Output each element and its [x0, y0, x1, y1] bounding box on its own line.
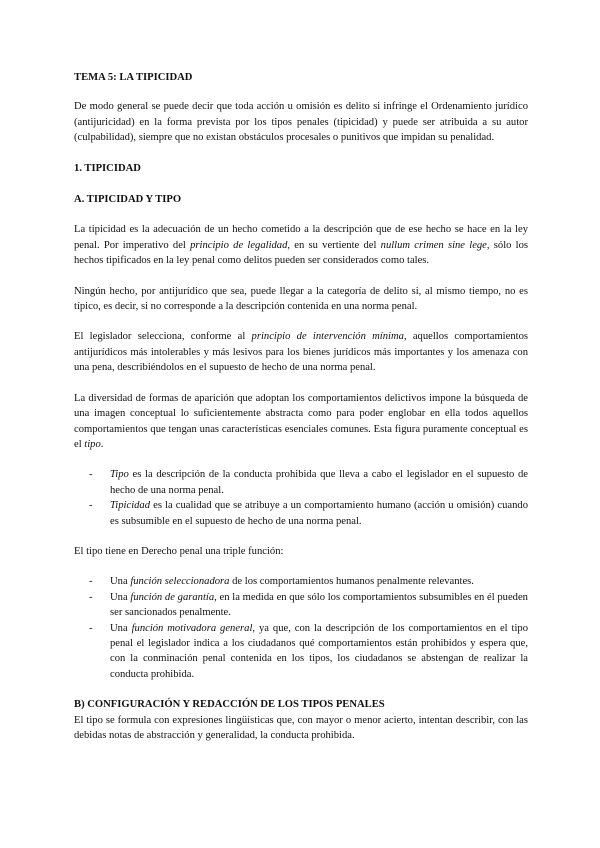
paragraph-ningun-hecho: Ningún hecho, por antijurídico que sea, puede llegar a la categoría de delito si, al mismo tiempo, no es típico, es decir, si no corresponde a la descripción contenida en una norma penal.: [74, 285, 528, 313]
emphasis-term: función motivadora general: [131, 622, 253, 634]
text-run: La diversidad de formas de aparición que adoptan los comportamientos delictivos impone la búsqueda de una imagen conceptual lo suficientemente abstracta como para poder englobar en ella todos aquellos comportamientos que tengan unas características esenciales comunes. Esta figura puramente conceptual es el: [74, 392, 528, 450]
paragraph-legislador: [74, 329, 528, 375]
emphasis-term: Tipicidad: [110, 500, 151, 512]
paragraph-triple-funcion: El tipo tiene en Derecho penal una triple función:: [74, 545, 284, 557]
intro-paragraph: De modo general se puede decir que toda acción u omisión es delito si infringe el Ordenamiento jurídico (antijuricidad) en la forma prevista por los tipos penales (tipicidad) y puede ser atribuida a su autor (culpabilidad), siempre que no existan obstáculos procesales o punitivos que impidan su penalidad.: [74, 101, 528, 144]
list-item: [110, 498, 528, 529]
emphasis-tipo: tipo: [84, 438, 101, 450]
text-run: , sólo los hechos tipificados en la ley penal como delitos pueden ser considerados como tales.: [74, 239, 529, 267]
list-item: [110, 621, 528, 683]
text-run: es la cualidad que se atribuye a un comportamiento humano (acción u omisión) cuando es subsumible en el supuesto de hecho de una norma penal.: [110, 500, 528, 527]
paragraph-configuracion: El tipo se formula con expresiones lingüísticas que, con mayor o menor acierto, intentan describir, con las debidas notas de abstracción y generalidad, la conducta prohibida.: [74, 714, 528, 741]
text-run: .: [100, 438, 104, 450]
text-run: Una: [110, 576, 131, 588]
text-run: Una: [110, 622, 132, 634]
section-heading-b: B) CONFIGURACIÓN Y REDACCIÓN DE LOS TIPOS PENALES: [74, 699, 385, 711]
text-run: El legislador selecciona, conforme al: [74, 331, 252, 343]
list-item: [110, 467, 528, 498]
text-run: , ya que, con la descripción de los comportamientos en el tipo penal el legislador indica a los ciudadanos qué comportamientos están prohibidos y espera que, con la conminación penal contenida en los tipos, los ciudadanos se abstengan de realizar la conducta prohibida.: [110, 622, 528, 680]
section-heading-1: 1. TIPICIDAD: [74, 162, 141, 174]
text-run: es la descripción de la conducta prohibida que lleva a cabo el legislador en el supuesto de hecho de una norma penal.: [110, 469, 528, 496]
paragraph-diversidad: [74, 391, 528, 453]
list-item: [110, 590, 528, 621]
emphasis-term: Tipo: [110, 469, 129, 481]
text-run: , en la medida en que sólo los comportamientos subsumibles en él pueden ser sancionados penalmente.: [110, 591, 528, 619]
text-run: , en su vertiente del: [287, 239, 381, 251]
text-run: , aquellos comportamientos antijurídicos más intolerables y más lesivos para los bienes jurídicos más importantes y los amenaza con una pena, describiéndolos en el supuesto de hecho de una norma penal.: [74, 331, 528, 374]
section-heading-a: A. TIPICIDAD Y TIPO: [74, 194, 182, 206]
emphasis-nullum-crimen: nullum crimen sine lege: [380, 239, 487, 251]
functions-list: [74, 574, 528, 682]
emphasis-term: función de garantía: [130, 591, 215, 603]
text-run: de los comportamientos humanos penalmente relevantes.: [229, 576, 474, 588]
document-title: TEMA 5: LA TIPICIDAD: [74, 72, 193, 83]
paragraph-tipicidad-definition: [74, 222, 528, 268]
list-item: [110, 574, 528, 589]
text-run: La tipicidad es la adecuación de un hecho cometido a la descripción que de ese hecho se hace en la ley penal. Por imperativo del: [74, 224, 528, 251]
emphasis-intervencion-minima: principio de intervención mínima: [251, 331, 404, 343]
emphasis-term: función seleccionadora: [130, 576, 230, 588]
emphasis-principio-legalidad: principio de legalidad: [190, 239, 288, 251]
text-run: Una: [110, 591, 131, 603]
definitions-list: [74, 467, 528, 529]
